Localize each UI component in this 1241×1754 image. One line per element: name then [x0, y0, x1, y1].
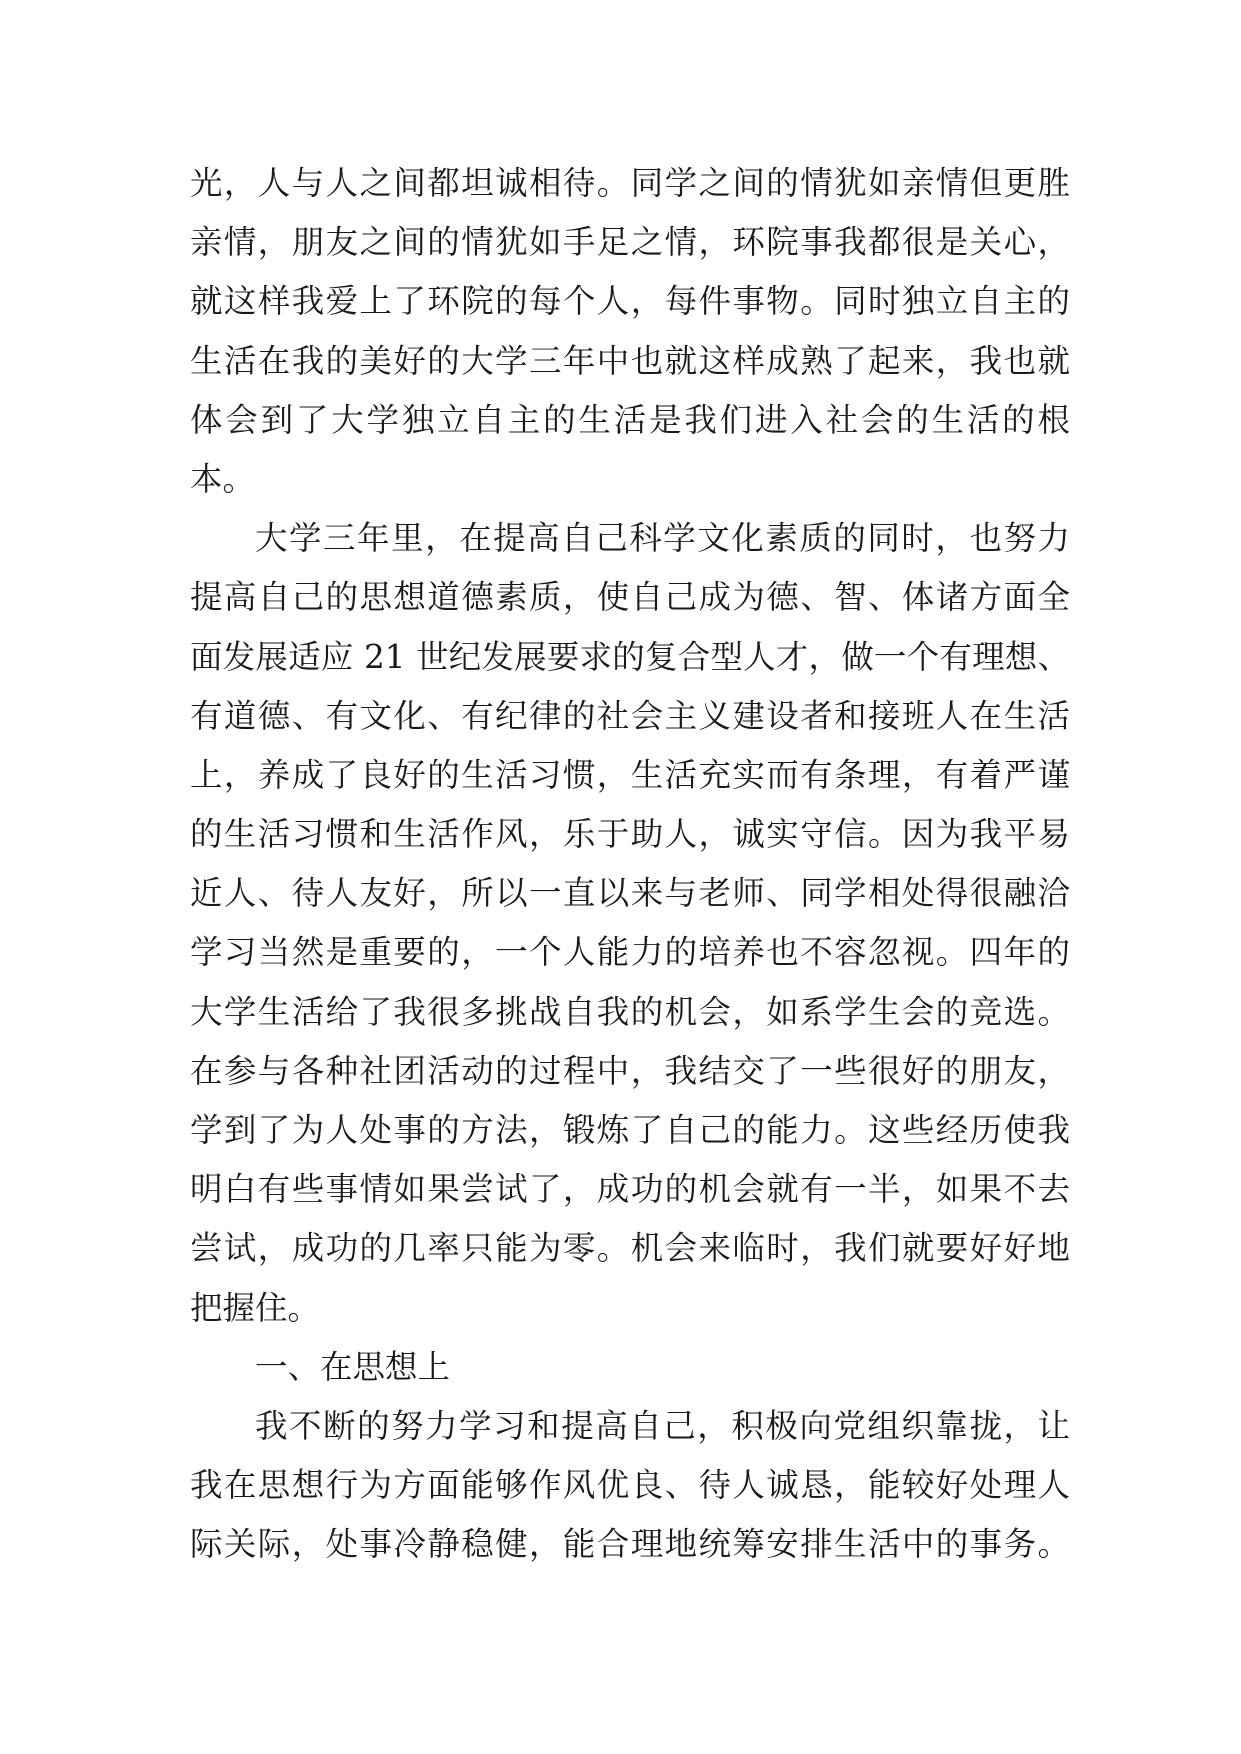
text-line: 大学三年里，在提高自己科学文化素质的同时，也努力 — [255, 519, 1070, 558]
text-line: 提高自己的思想道德素质，使自己成为德、智、体诸方面全 — [190, 578, 1070, 617]
text-line: 体会到了大学独立自主的生活是我们进入社会的生活的根 — [190, 400, 1070, 439]
text-line: 学到了为人处事的方法，锻炼了自己的能力。这些经历使我 — [190, 1111, 1070, 1149]
text-line: 面发展适应 21 世纪发展要求的复合型人才，做一个有理想、 — [190, 637, 1070, 676]
text-line: 的生活习惯和生活作风，乐于助人，诚实守信。因为我平易 — [190, 815, 1070, 854]
text-line: 本。 — [190, 459, 256, 498]
body-text — [190, 154, 1070, 1575]
text-line: 就这样我爱上了环院的每个人，每件事物。同时独立自主的 — [190, 282, 1070, 321]
text-line: 近人、待人友好，所以一直以来与老师、同学相处得很融洽 — [190, 874, 1070, 913]
text-line: 有道德、有文化、有纪律的社会主义建设者和接班人在生活 — [190, 696, 1070, 735]
text-line: 我不断的努力学习和提高自己，积极向党组织靠拢，让 — [255, 1406, 1070, 1445]
text-line: 尝试，成功的几率只能为零。机会来临时，我们就要好好地 — [190, 1229, 1070, 1268]
text-line: 学习当然是重要的，一个人能力的培养也不容忽视。四年的 — [190, 933, 1070, 972]
text-line: 上，养成了良好的生活习惯，生活充实而有条理，有着严谨 — [190, 755, 1070, 794]
text-line: 亲情，朋友之间的情犹如手足之情，环院事我都很是关心， — [190, 223, 1070, 262]
text-line: 际关际，处事冷静稳健，能合理地统筹安排生活中的事务。 — [190, 1525, 1070, 1564]
text-line: 光，人与人之间都坦诚相待。同学之间的情犹如亲情但更胜 — [190, 164, 1070, 202]
text-line: 生活在我的美好的大学三年中也就这样成熟了起来，我也就 — [190, 341, 1070, 380]
text-line: 把握住。 — [190, 1288, 321, 1327]
text-line: 一、在思想上 — [255, 1347, 451, 1386]
text-line: 大学生活给了我很多挑战自我的机会，如系学生会的竞选。 — [190, 992, 1070, 1031]
text-line: 我在思想行为方面能够作风优良、待人诚恳，能较好处理人 — [190, 1466, 1070, 1505]
text-line: 明白有些事情如果尝试了，成功的机会就有一半，如果不去 — [190, 1170, 1070, 1209]
text-line: 在参与各种社团活动的过程中，我结交了一些很好的朋友， — [190, 1051, 1070, 1090]
